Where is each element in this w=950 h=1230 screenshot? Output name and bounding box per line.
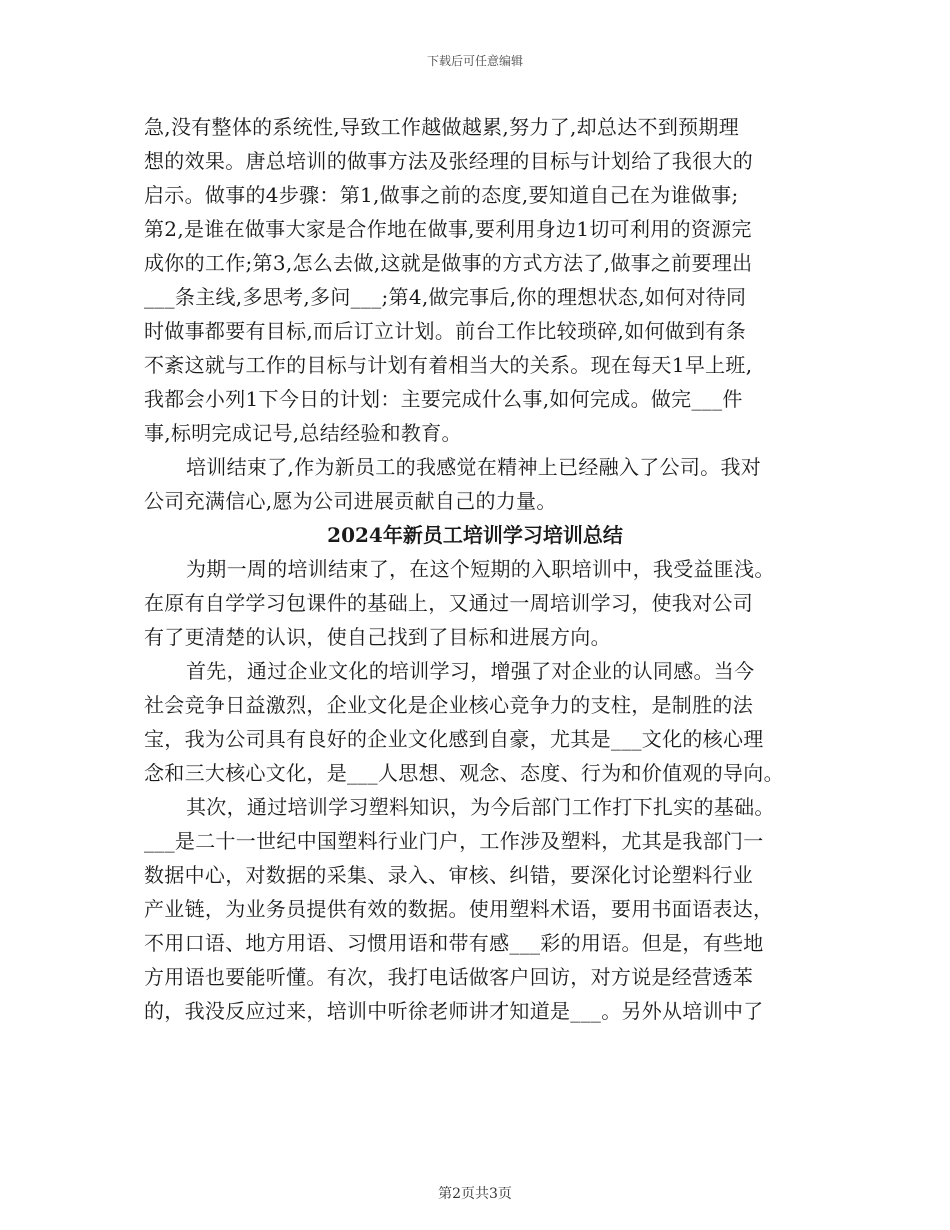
text-line: 第2,是谁在做事大家是合作地在做事,要利用身边1切可利用的资源完 xyxy=(144,217,752,241)
text-line: ___是二十一世纪中国塑料行业门户，工作涉及塑料，尤其是我部门一 xyxy=(144,829,764,853)
section-training-summary xyxy=(144,552,806,1028)
text-line: 社会竞争日益激烈，企业文化是企业核心竞争力的支柱，是制胜的法 xyxy=(144,693,753,717)
text-line: 公司充满信心,愿为公司进展贡献自己的力量。 xyxy=(144,489,557,513)
text-line: 有了更清楚的认识，使自己找到了目标和进展方向。 xyxy=(144,625,611,649)
text-line: 急,没有整体的系统性,导致工作越做越累,努力了,却总达不到预期理 xyxy=(144,115,740,139)
text-line: 产业链，为业务员提供有效的数据。使用塑料术语，要用书面语表达， xyxy=(144,897,774,921)
paragraph xyxy=(144,110,806,450)
text-line: 方用语也要能听懂。有次，我打电话做客户回访，对方说是经营透苯 xyxy=(144,965,753,989)
text-line: 我都会小列1下今日的计划：主要完成什么事,如何完成。做完___件 xyxy=(144,387,743,411)
page-header: 下载后可任意编辑 xyxy=(426,54,523,68)
text-line: 事,标明完成记号,总结经验和教育。 xyxy=(144,421,462,445)
page-footer: 第2页共3页 xyxy=(438,1186,512,1202)
text-line: 时做事都要有目标,而后订立计划。前台工作比较琐碎,如何做到有条 xyxy=(144,319,747,343)
paragraph xyxy=(144,790,806,1028)
document-body xyxy=(144,110,806,1028)
paragraph xyxy=(144,654,806,790)
text-line: 念和三大核心文化，是___人思想、观念、态度、行为和价值观的导向。 xyxy=(144,761,784,785)
text-line: 为期一周的培训结束了，在这个短期的入职培训中，我受益匪浅。 xyxy=(186,557,775,581)
text-line: 想的效果。唐总培训的做事方法及张经理的目标与计划给了我很大的 xyxy=(144,149,753,173)
text-line: 不紊这就与工作的目标与计划有着相当大的关系。现在每天1早上班, xyxy=(144,353,753,377)
text-line: 的，我没反应过来，培训中听徐老师讲才知道是___。另外从培训中了 xyxy=(144,999,764,1023)
text-line: 培训结束了,作为新员工的我感觉在精神上已经融入了公司。我对 xyxy=(186,455,762,479)
text-line: 其次，通过培训学习塑料知识，为今后部门工作打下扎实的基础。 xyxy=(186,795,775,819)
text-line: 首先，通过企业文化的培训学习，增强了对企业的认同感。当今 xyxy=(186,659,755,683)
text-line: ___条主线,多思考,多问___;第4,做完事后,你的理想状态,如何对待同 xyxy=(144,285,747,309)
text-line: 宝，我为公司具有良好的企业文化感到自豪，尤其是___文化的核心理 xyxy=(144,727,764,751)
text-line: 成你的工作;第3,怎么去做,这就是做事的方式方法了,做事之前要理出 xyxy=(144,251,753,275)
text-line: 数据中心，对数据的采集、录入、审核、纠错，要深化讨论塑料行业 xyxy=(144,863,753,887)
paragraph xyxy=(144,450,806,518)
text-line: 不用口语、地方用语、习惯用语和带有感___彩的用语。但是，有些地 xyxy=(144,931,764,955)
section-previous-continuation xyxy=(144,110,806,518)
text-line: 在原有自学学习包课件的基础上，又通过一周培训学习，使我对公司 xyxy=(144,591,753,615)
text-line: 启示。做事的4步骤：第1,做事之前的态度,要知道自己在为谁做事; xyxy=(144,183,739,207)
paragraph xyxy=(144,552,806,654)
section-title: 2024年新员工培训学习培训总结 xyxy=(327,523,623,547)
